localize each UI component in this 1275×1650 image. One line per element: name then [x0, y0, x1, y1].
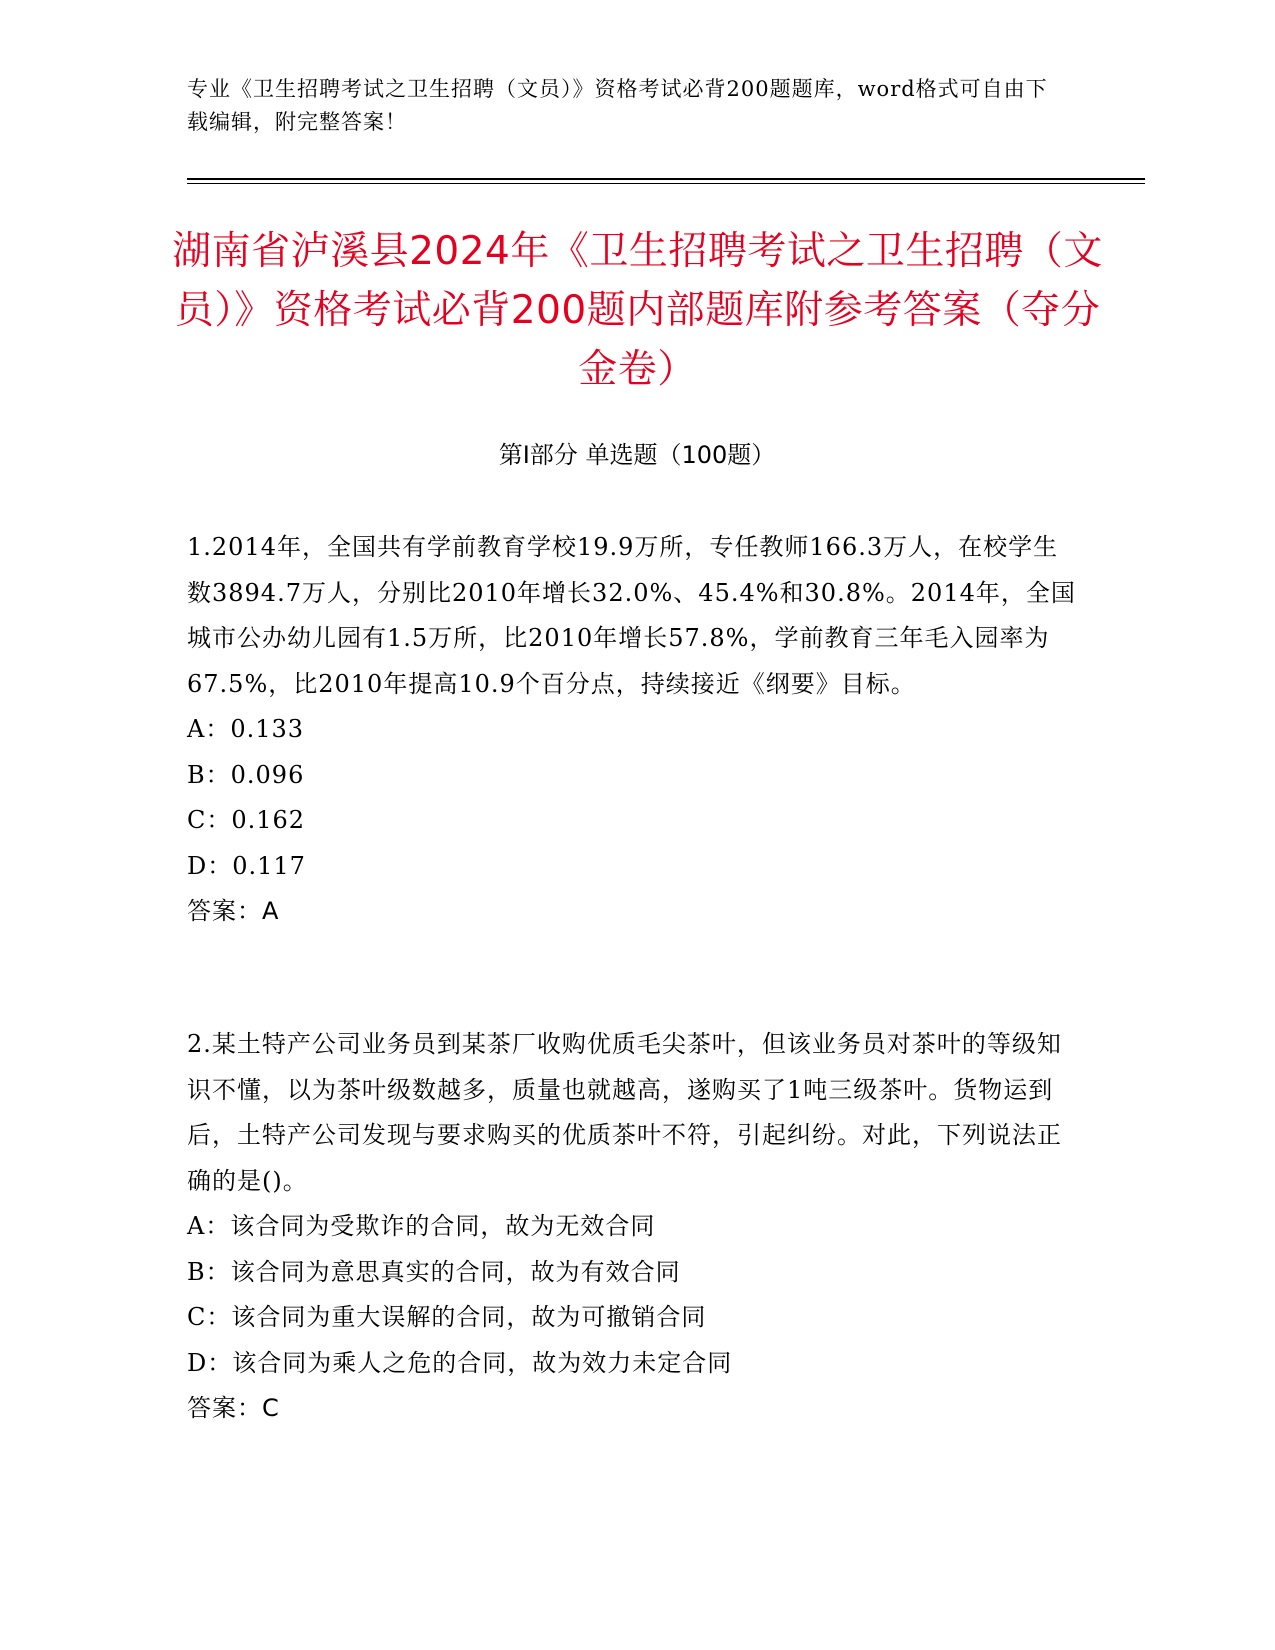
question-stem: 2.某土特产公司业务员到某茶厂收购优质毛尖茶叶，但该业务员对茶叶的等级知识不懂，以为茶叶级数越多，质量也就越高，遂购买了1吨三级茶叶。货物运到后，土特产公司发现与要求购买的优质茶叶不符，引起纠纷。对此，下列说法正确的是()。: [187, 1030, 1062, 1195]
header-divider: [187, 178, 1145, 180]
header-note: 专业《卫生招聘考试之卫生招聘（文员）》资格考试必背200题题库，word格式可自由下载编辑，附完整答案！: [187, 77, 1048, 134]
option-c: C：该合同为重大误解的合同，故为可撤销合同: [187, 1303, 707, 1331]
answer: 答案：A: [187, 897, 280, 925]
option-a: A：该合同为受欺诈的合同，故为无效合同: [187, 1212, 656, 1240]
option-d: D：0.117: [187, 851, 306, 880]
section-title: 第I部分 单选题（100题）: [498, 441, 776, 469]
option-d: D：该合同为乘人之危的合同，故为效力未定合同: [187, 1348, 733, 1377]
answer: 答案：C: [187, 1394, 280, 1422]
option-b: B：该合同为意思真实的合同，故为有效合同: [187, 1257, 681, 1286]
question-2: [187, 1022, 1077, 1432]
question-stem: 1.2014年，全国共有学前教育学校19.9万所，专任教师166.3万人，在校学生数3894.7万人，分别比2010年增长32.0%、45.4%和30.8%。2014年，全国城市公办幼儿园有1.5万所，比2010年增长57.8%，学前教育三年毛入园率为67.5%，比2010年提高10.9个百分点，持续接近《纲要》目标。: [187, 533, 1076, 698]
option-c: C：0.162: [187, 806, 306, 834]
question-1: [187, 525, 1077, 935]
option-a: A：0.133: [187, 715, 305, 743]
document-title: 湖南省泸溪县2024年《卫生招聘考试之卫生招聘（文员）》资格考试必背200题内部题库附参考答案（夺分金卷）: [172, 229, 1103, 392]
option-b: B：0.096: [187, 760, 305, 789]
header-divider-thin: [187, 183, 1145, 184]
